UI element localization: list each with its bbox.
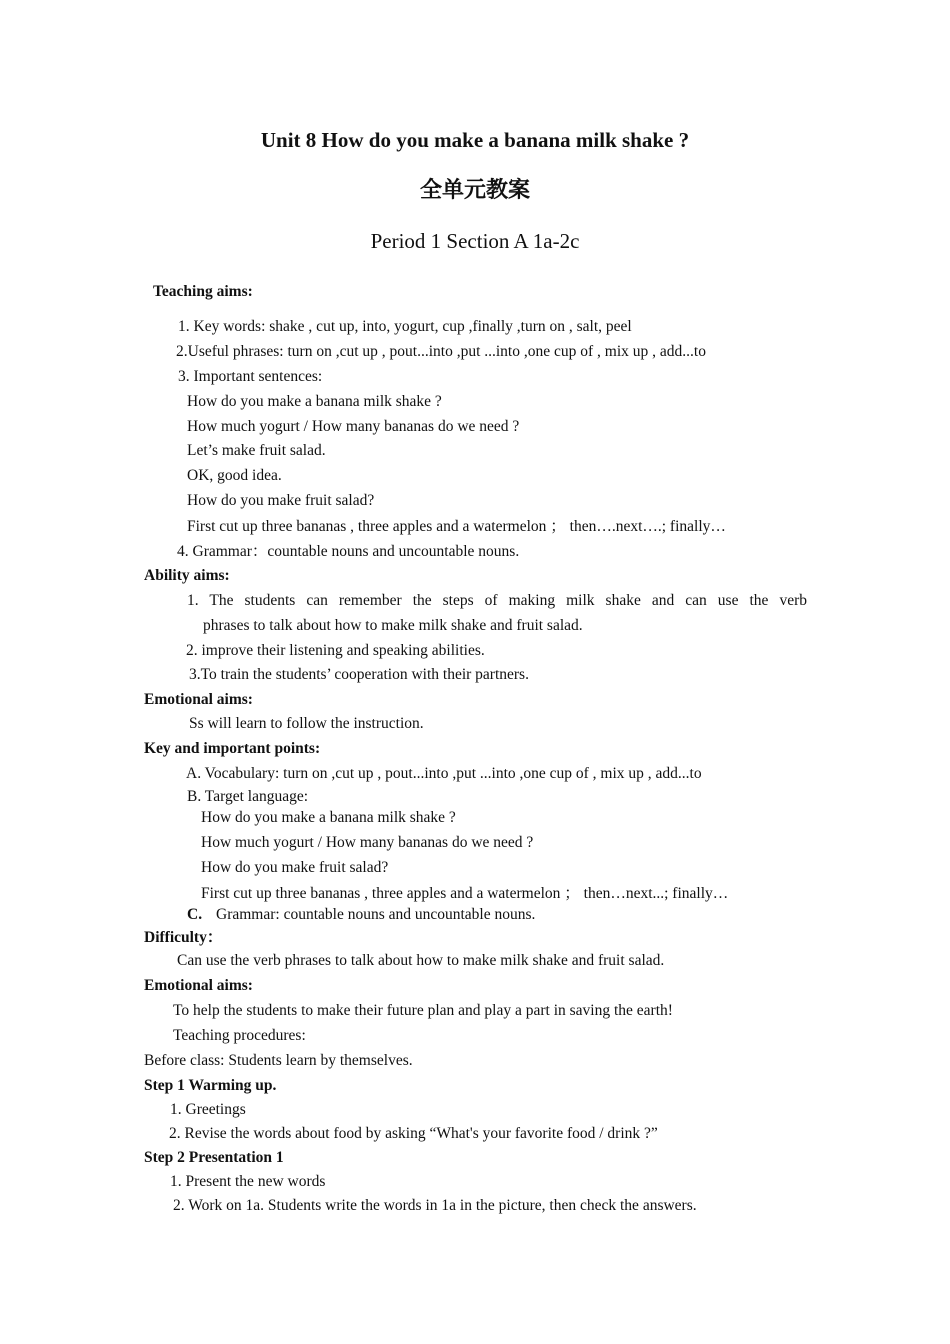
ability-aim-line: phrases to talk about how to make milk shake and fruit salad.: [203, 617, 583, 634]
key-point-line: B. Target language:: [187, 788, 309, 805]
emotional-aims-heading: Emotional aims:: [144, 691, 253, 708]
emotional-aims-heading-2: Emotional aims:: [144, 977, 253, 994]
teaching-aim-line: First cut up three bananas , three apples and a watermelon ； then….next….; finally…: [187, 518, 726, 535]
key-point-line: How do you make fruit salad?: [201, 859, 389, 876]
step1-heading: Step 1 Warming up.: [144, 1077, 277, 1094]
ability-aim-line: 1. The students can remember the steps of making milk shake and can use the verb: [187, 592, 807, 609]
document-title: Unit 8 How do you make a banana milk shake ?: [260, 128, 690, 152]
teaching-aim-line: How much yogurt / How many bananas do we need ?: [187, 418, 520, 435]
step2-heading: Step 2 Presentation 1: [144, 1149, 284, 1166]
key-point-c-label: C.: [187, 906, 203, 923]
emotional-aim-line: To help the students to make their future plan and play a part in saving the earth!: [173, 1002, 673, 1019]
teaching-aim-line: Let’s make fruit salad.: [187, 442, 326, 459]
step2-line: 1. Present the new words: [170, 1173, 326, 1190]
key-point-line: First cut up three bananas , three apples and a watermelon ； then…next...; finally…: [201, 885, 729, 902]
key-point-c-text: Grammar: countable nouns and uncountable nouns.: [216, 906, 536, 923]
teaching-aim-line: OK, good idea.: [187, 467, 282, 484]
key-point-line: A. Vocabulary: turn on ,cut up , pout...into ,put ...into ,one cup of , mix up , add...to: [186, 765, 702, 782]
ability-aims-heading: Ability aims:: [144, 567, 230, 584]
difficulty-line: Can use the verb phrases to talk about how to make milk shake and fruit salad.: [177, 952, 665, 969]
difficulty-heading: Difficulty：: [144, 929, 223, 946]
ability-aim-line: 3.To train the students’ cooperation with their partners.: [189, 666, 529, 683]
teaching-aim-line: 4. Grammar：countable nouns and uncountable nouns.: [177, 543, 520, 560]
period-heading: Period 1 Section A 1a-2c: [370, 229, 580, 253]
key-point-line: How do you make a banana milk shake ?: [201, 809, 456, 826]
teaching-aim-line: How do you make a banana milk shake ?: [187, 393, 442, 410]
key-point-line: How much yogurt / How many bananas do we need ?: [201, 834, 534, 851]
step1-line: 1. Greetings: [170, 1101, 246, 1118]
step1-line: 2. Revise the words about food by asking “What's your favorite food / drink ?”: [169, 1125, 658, 1142]
before-class-line: Before class: Students learn by themselves.: [144, 1052, 413, 1069]
teaching-procedures-label: Teaching procedures:: [173, 1027, 306, 1044]
teaching-aims-heading: Teaching aims:: [153, 283, 253, 300]
teaching-aim-line: How do you make fruit salad?: [187, 492, 375, 509]
chinese-subtitle: 全单元教案: [419, 178, 530, 203]
key-points-heading: Key and important points:: [144, 740, 321, 757]
emotional-aim-line: Ss will learn to follow the instruction.: [189, 715, 424, 732]
teaching-aim-line: 2.Useful phrases: turn on ,cut up , pout...into ,put ...into ,one cup of , mix up , add...to: [176, 343, 706, 360]
teaching-aim-line: 1. Key words: shake , cut up, into, yogurt, cup ,finally ,turn on , salt, peel: [178, 318, 632, 335]
teaching-aim-line: 3. Important sentences:: [178, 368, 323, 385]
ability-aim-line: 2. improve their listening and speaking abilities.: [186, 642, 485, 659]
step2-line: 2. Work on 1a. Students write the words in 1a in the picture, then check the answers.: [173, 1197, 697, 1214]
